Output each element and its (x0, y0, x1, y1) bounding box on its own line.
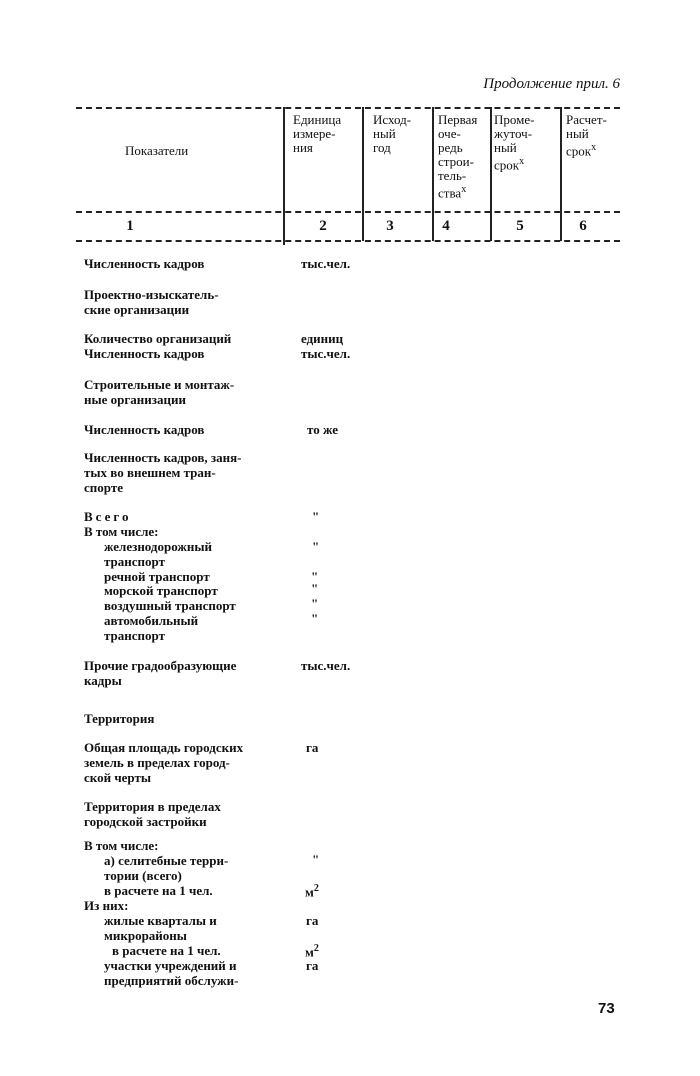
column-divider-4-5 (490, 107, 492, 241)
table-row-staff-count: Численность кадров (84, 346, 205, 361)
unit-cell: тыс.чел. (301, 256, 351, 271)
column-number-3: 3 (386, 218, 394, 234)
table-row-service-enterprise-plots: участки учреждений и предприятий обслужи- (104, 958, 239, 988)
table-row-residential-territories: а) селитебные терри- тории (всего) (104, 853, 229, 883)
table-row-per-capita: в расчете на 1 чел. (112, 943, 221, 958)
table-row-of-them: Из них: (84, 898, 129, 913)
header-base-year: Исход- ный год (373, 112, 412, 155)
table-row-including: В том числе: (84, 524, 159, 539)
header-indicators: Показатели (125, 143, 189, 158)
ditto-mark: " (311, 611, 319, 626)
page-number: 73 (598, 1000, 615, 1017)
column-divider-5-6 (560, 107, 562, 241)
column-numbers-bottom-rule (76, 240, 620, 242)
unit-cell: га (306, 913, 319, 928)
table-row-org-count: Количество организаций (84, 331, 232, 346)
header-first-stage: Первая оче- редь строи- тель- ства$^x$ (438, 112, 478, 201)
column-divider-2-3 (362, 107, 364, 241)
column-divider-1-2 (283, 107, 285, 245)
unit-cell: $м^2$ (305, 943, 319, 960)
ditto-mark: " (311, 581, 319, 596)
continuation-label: Продолжение прил. 6 (483, 76, 620, 92)
ditto-mark: " (312, 539, 320, 554)
column-number-6: 6 (579, 218, 587, 234)
column-number-5: 5 (516, 218, 524, 234)
table-row-railway: железнодорожный транспорт (104, 539, 212, 569)
table-row-staff-count: Численность кадров (84, 256, 205, 271)
table-row-river: речной транспорт (104, 569, 210, 584)
unit-cell: единиц (301, 331, 344, 346)
ditto-mark: " (312, 852, 320, 867)
unit-cell: тыс.чел. (301, 658, 351, 673)
header-target-term: Расчет- ный срок$^x$ (566, 112, 607, 159)
section-design-survey-orgs: Проектно-изыскатель- ские организации (84, 287, 219, 317)
table-row-staff-count: Численность кадров (84, 422, 205, 437)
section-external-transport-staff: Численность кадров, заня- тых во внешнем тран- спорте (84, 450, 242, 495)
table-row-road: автомобильный транспорт (104, 613, 199, 643)
ditto-mark: " (311, 569, 319, 584)
table-top-rule (76, 107, 620, 109)
unit-cell: тыс.чел. (301, 346, 351, 361)
unit-cell: га (306, 740, 319, 755)
table-row-total-urban-land: Общая площадь городских земель в пределах город- ской черты (84, 740, 244, 785)
section-territory: Территория (84, 711, 155, 726)
table-row-air: воздушный транспорт (104, 598, 236, 613)
header-intermediate-term: Проме- жуточ- ный срок$^x$ (494, 112, 535, 173)
header-unit: Единица измере- ния (293, 112, 342, 155)
unit-cell: га (306, 958, 319, 973)
section-built-up-territory: Территория в пределах городской застройки (84, 799, 221, 829)
header-bottom-rule (76, 211, 620, 213)
table-row-per-capita: в расчете на 1 чел. (104, 883, 213, 898)
table-row-total: Всего (84, 509, 132, 524)
table-row-sea: морской транспорт (104, 583, 218, 598)
unit-cell: $м^2$ (305, 883, 319, 900)
column-divider-3-4 (432, 107, 434, 241)
section-construction-orgs: Строительные и монтаж- ные организации (84, 377, 235, 407)
column-number-4: 4 (442, 218, 450, 234)
ditto-mark: " (311, 596, 319, 611)
table-row-residential-blocks: жилые кварталы и микрорайоны (104, 913, 217, 943)
unit-cell: то же (307, 422, 338, 437)
table-row-other-city-forming-staff: Прочие градообразующие кадры (84, 658, 237, 688)
table-row-including: В том числе: (84, 838, 159, 853)
ditto-mark: " (312, 509, 320, 524)
column-number-1: 1 (126, 218, 134, 234)
column-number-2: 2 (319, 218, 327, 234)
